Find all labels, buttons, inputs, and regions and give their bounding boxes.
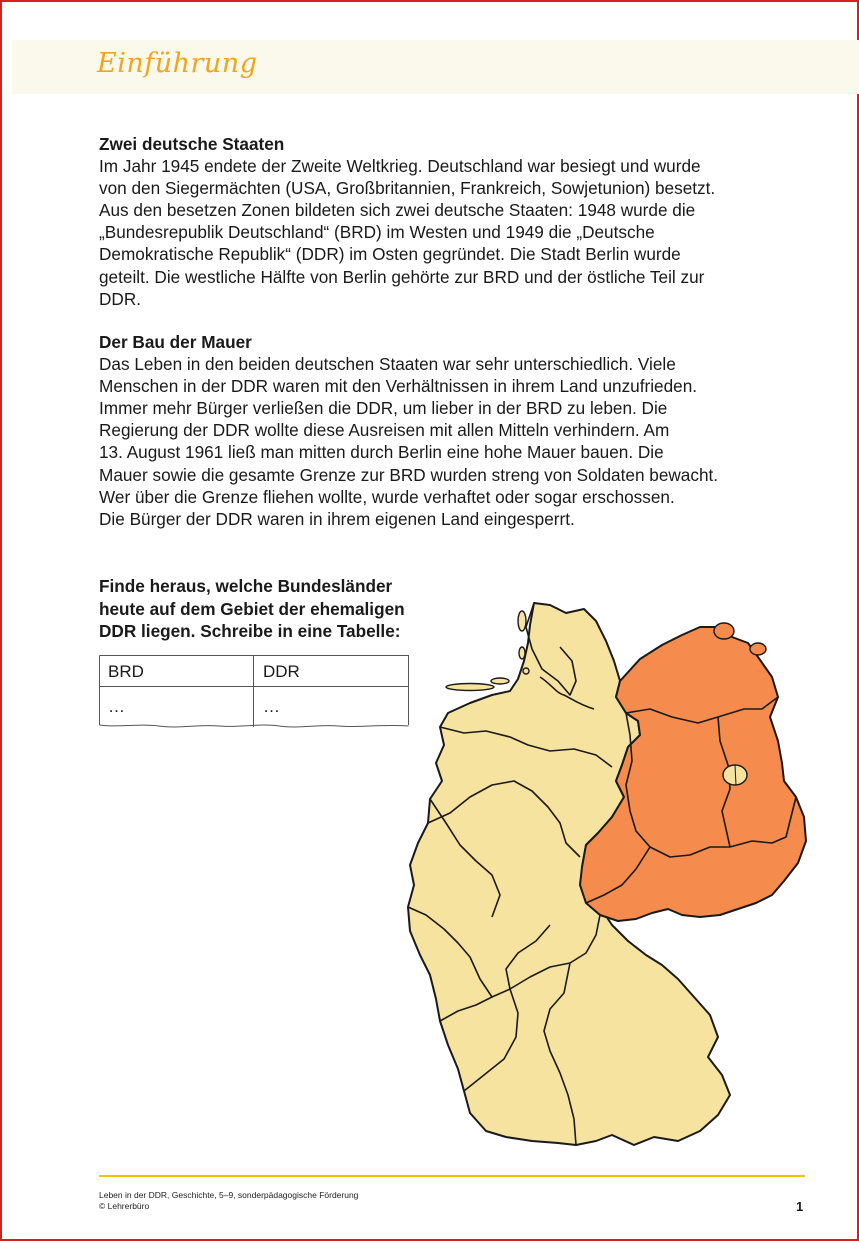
table-cell-ddr: … [263,697,280,716]
text-line: Das Leben in den beiden deutschen Staaten war sehr unterschiedlich. Viele [99,354,676,375]
table-header-brd: BRD [108,662,144,681]
text-line: Mauer sowie die gesamte Grenze zur BRD wurden streng von Soldaten bewacht. [99,464,719,485]
section-heading: Der Bau der Mauer [99,332,252,352]
text-line: DDR. [99,288,142,309]
text-line: Die Bürger der DDR waren in ihrem eigenen Land eingesperrt. [99,508,575,529]
text-line: Demokratische Republik“ (DDR) im Osten gegründet. Die Stadt Berlin wurde [99,244,681,265]
text-line: Regierung der DDR wollte diese Ausreisen mit allen Mitteln verhindern. Am [99,420,670,441]
text-line: 13. August 1961 ließ man mitten durch Berlin eine hohe Mauer bauen. Die [99,442,664,463]
map-island-usedom [750,643,766,655]
table-cell-brd: … [108,697,125,716]
map-island-ruegen [714,623,734,639]
map-island [518,611,526,631]
text-line: geteilt. Die westliche Hälfte von Berlin gehörte zur BRD und der östliche Teil zur [99,266,705,287]
page-number: 1 [796,1199,804,1214]
text-line: „Bundesrepublik Deutschland“ (BRD) im Westen und 1949 die „Deutsche [99,222,655,243]
text-line: Aus den besetzen Zonen bildeten sich zwei deutsche Staaten: 1948 wurde die [99,200,696,221]
section-body [99,353,819,530]
task-line: DDR liegen. Schreibe in eine Tabelle: [99,621,401,641]
map-island [446,684,494,691]
footer-credits [99,1190,358,1212]
footer-rule [99,1175,805,1177]
text-line: Immer mehr Bürger verließen die DDR, um lieber in der BRD zu leben. Die [99,398,668,419]
footer-line-2: © Lehrerbüro [99,1201,150,1211]
map-island [523,668,529,674]
section-heading: Zwei deutsche Staaten [99,134,285,154]
text-line: Wer über die Grenze fliehen wollte, wurde verhaftet oder sogar erschossen. [99,486,675,507]
text-line: Menschen in der DDR waren mit den Verhältnissen in ihrem Land unzufrieden. [99,376,698,397]
footer-line-1: Leben in der DDR, Geschichte, 5–9, sonderpädagogische Förderung [99,1190,359,1200]
task-line: heute auf dem Gebiet der ehemaligen [99,598,405,619]
map-island [519,647,525,659]
germany-map [400,585,820,1155]
page-title: Einführung [97,48,258,79]
section-zwei-staaten [99,133,819,310]
text-line: Im Jahr 1945 endete der Zweite Weltkrieg. Deutschland war besiegt und wurde [99,156,701,177]
table-header-ddr: DDR [263,662,300,681]
section-body [99,155,819,310]
section-bau-der-mauer [99,331,819,530]
task-line: Finde heraus, welche Bundesländer [99,576,393,596]
text-line: von den Siegermächten (USA, Großbritannien, Frankreich, Sowjetunion) besetzt. [99,178,716,199]
answer-table [99,655,409,727]
table-grid [99,655,409,731]
map-island [491,678,509,684]
